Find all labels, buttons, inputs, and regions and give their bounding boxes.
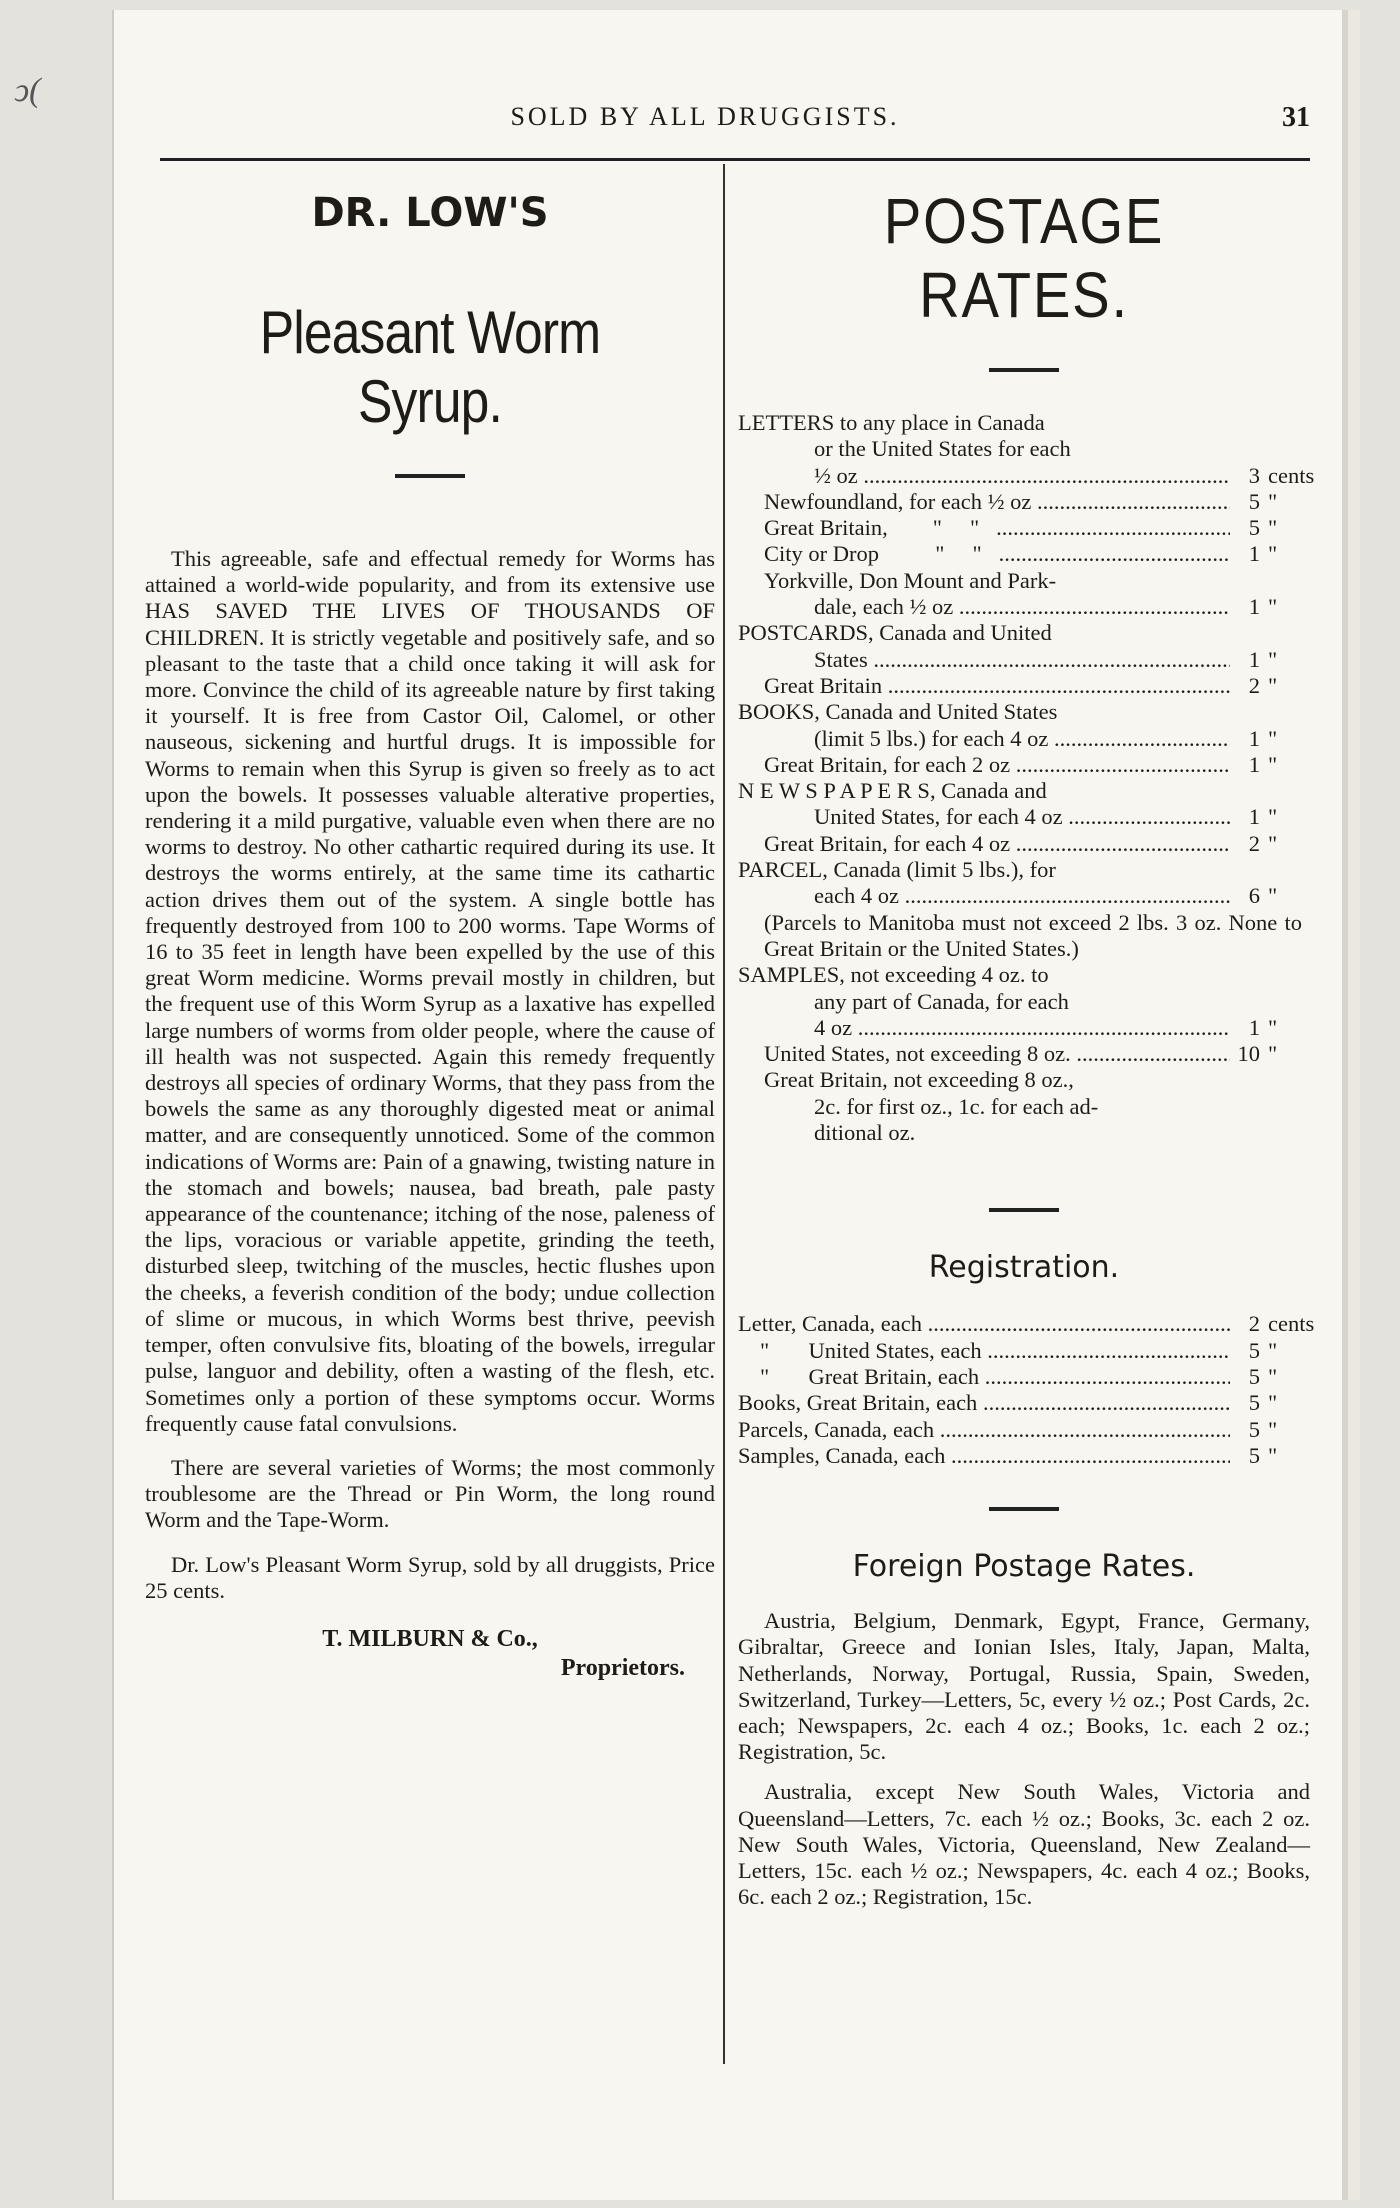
advert-body [145, 546, 715, 1604]
registration-row: Samples, Canada, each ..... 5 " [738, 1443, 1310, 1469]
rate-row: Great Britain, for each 4 oz ..... 2 " [738, 831, 1310, 857]
rate-heading: POSTCARDS, Canada and United [738, 620, 1052, 646]
rate-heading: BOOKS, Canada and United States [738, 699, 1058, 725]
foreign-title: Foreign Postage Rates. [852, 1549, 1196, 1585]
page-edge [1340, 10, 1360, 2200]
rate-heading-cont: or the United States for each [814, 436, 1071, 462]
rate-row: States ..... 1 " [738, 647, 1310, 673]
rate-heading: N E W S P A P E R S, Canada and [738, 778, 1047, 804]
rate-heading-cont: ditional oz. [814, 1120, 916, 1146]
registration-row: " Great Britain, each ..... 5 " [738, 1364, 1310, 1390]
proprietor-title: Proprietors. [560, 1654, 685, 1681]
advert-paragraph-2: There are several varieties of Worms; the most commonly troublesome are the Thread or Pin Worm, the long round Worm and the Tape-Worm. [145, 1454, 715, 1533]
rate-row: United States, for each 4 oz ..... 1 " [738, 804, 1310, 830]
rate-heading-cont: 2c. for first oz., 1c. for each ad- [814, 1093, 1099, 1119]
brand-name: DR. LOW'S [311, 190, 549, 236]
rate-row: Great Britain, for each 2 oz ..... 1 " [738, 752, 1310, 778]
postage-title: POSTAGE RATES. [883, 185, 1165, 331]
registration-table [738, 1311, 1315, 1469]
registration-title: Registration. [928, 1250, 1120, 1286]
postage-rates-table [738, 410, 1315, 1146]
rate-row: United States, not exceeding 8 oz. ..... 10 " [738, 1041, 1310, 1067]
left-column [145, 180, 715, 1682]
rate-heading: SAMPLES, not exceeding 4 oz. to [738, 962, 1049, 988]
rate-row: Great Britain ..... 2 " [738, 673, 1310, 699]
parcel-note: (Parcels to Manitoba must not exceed 2 lbs. 3 oz. None to Great Britain or the United States.) [764, 909, 1302, 961]
rate-row: (limit 5 lbs.) for each 4 oz ..... 1 " [738, 726, 1310, 752]
registration-row: Letter, Canada, each ..... 2 cents [738, 1311, 1310, 1337]
registration-row: Books, Great Britain, each ..... 5 " [738, 1390, 1310, 1416]
short-rule [989, 1507, 1059, 1511]
advert-paragraph-3: Dr. Low's Pleasant Worm Syrup, sold by all druggists, Price 25 cents. [145, 1551, 715, 1603]
rate-row: ½ oz ..... 3 cents [738, 463, 1310, 489]
short-rule [395, 474, 465, 478]
advert-paragraph-1: This agreeable, safe and effectual remedy for Worms has attained a world-wide popularity, and from its extensive use HAS SAVED THE LIVES OF THOUSANDS OF CHILDREN. It is strictly vegetable and positively safe, and so pleasant to the taste that a child once taking it will ask for more. Convince the child of its agreeable nature by first taking it yourself. It is free from Castor Oil, Calomel, or other nauseous, sickening and hurtful drugs. It is impossible for Worms to remain when this Syrup is given so freely as to act upon the bowels. It possesses valuable alterative properties, rendering it a mild purgative, valuable even when there are no worms to destroy. No other cathartic required during its use. It destroys the worms entirely, at the same time its cathartic action drives them out of the system. A single bottle has frequently destroyed from 100 to 200 worms. Tape Worms of 16 to 35 feet in length have been expelled by the use of this great Worm medicine. Worms prevail mostly in children, but the frequent use of this Worm Syrup as a laxative has expelled large numbers of worms from older people, where the cause of ill health was not suspected. Again this remedy frequently destroys all species of ordinary Worms, that they pass from the bowels the same as any thoroughly digested meat or animal matter, and are consequently unnoticed. Some of the common indications of Worms are: Pain of a gnawing, twisting nature in the stomach and bowels; nausea, bad breath, pale pasty appearance of the countenance; itching of the nose, paleness of the lips, voracious or variable appetite, grinding the teeth, disturbed sleep, twitching of the muscles, hectic flushes upon the cheeks, a feverish condition of the body; undue collection of slime or mucous, in which Worms best thrive, peevish temper, often convulsive fits, bloating of the bowels, irregular pulse, languor and debility, often a wasting of the flesh, etc. Sometimes only a portion of these symptoms occur. Worms frequently cause fatal convulsions. [145, 546, 715, 1436]
proprietor-name: T. MILBURN & Co., [322, 1625, 538, 1652]
rate-heading: Yorkville, Don Mount and Park- [764, 567, 1057, 593]
registration-row: " United States, each ..... 5 " [738, 1338, 1310, 1364]
page-number: 31 [1282, 102, 1310, 133]
rate-row: Great Britain, " " ..... 5 " [738, 515, 1310, 541]
short-rule [989, 368, 1059, 372]
margin-mark: ͻ( [14, 72, 41, 109]
rate-heading-cont: any part of Canada, for each [814, 988, 1069, 1014]
rate-heading: LETTERS to any place in Canada [738, 410, 1045, 435]
registration-row: Parcels, Canada, each ..... 5 " [738, 1417, 1310, 1443]
short-rule [989, 1208, 1059, 1212]
right-column [738, 180, 1315, 1910]
header-rule [160, 158, 1310, 161]
foreign-paragraph-2: Australia, except New South Wales, Victoria and Queensland—Letters, 7c. each ½ oz.; Books, 3c. each 2 oz. New South Wales, Victoria, Queensland, New Zealand—Letters, 15c. each ½ oz.; Newspapers, 4c. each 4 oz.; Books, 6c. each 2 oz.; Registration, 15c. [738, 1779, 1310, 1910]
rate-heading: PARCEL, Canada (limit 5 lbs.), for [738, 857, 1056, 883]
rate-row: City or Drop " " ..... 1 " [738, 541, 1310, 567]
rate-row: dale, each ½ oz ..... 1 " [738, 594, 1310, 620]
column-divider [723, 164, 725, 2064]
foreign-paragraph-1: Austria, Belgium, Denmark, Egypt, France, Germany, Gibraltar, Greece and Ionian Isles, Italy, Japan, Malta, Netherlands, Norway, Portugal, Russia, Spain, Sweden, Switzerland, Turkey—Letters, 5c, every ½ oz.; Post Cards, 2c. each; Newspapers, 2c. each 4 oz.; Books, 1c. each 2 oz.; Registration, 5c. [738, 1608, 1310, 1765]
running-header [160, 102, 1310, 142]
rate-row: each 4 oz ..... 6 " [738, 883, 1310, 909]
foreign-rates-body [738, 1608, 1310, 1910]
rate-heading: Great Britain, not exceeding 8 oz., [764, 1067, 1074, 1093]
header-title: SOLD BY ALL DRUGGISTS. [510, 102, 900, 131]
product-name: Pleasant Worm Syrup. [259, 299, 601, 435]
rate-row: Newfoundland, for each ½ oz ..... 5 " [738, 489, 1310, 515]
rate-row: 4 oz ..... 1 " [738, 1015, 1310, 1041]
